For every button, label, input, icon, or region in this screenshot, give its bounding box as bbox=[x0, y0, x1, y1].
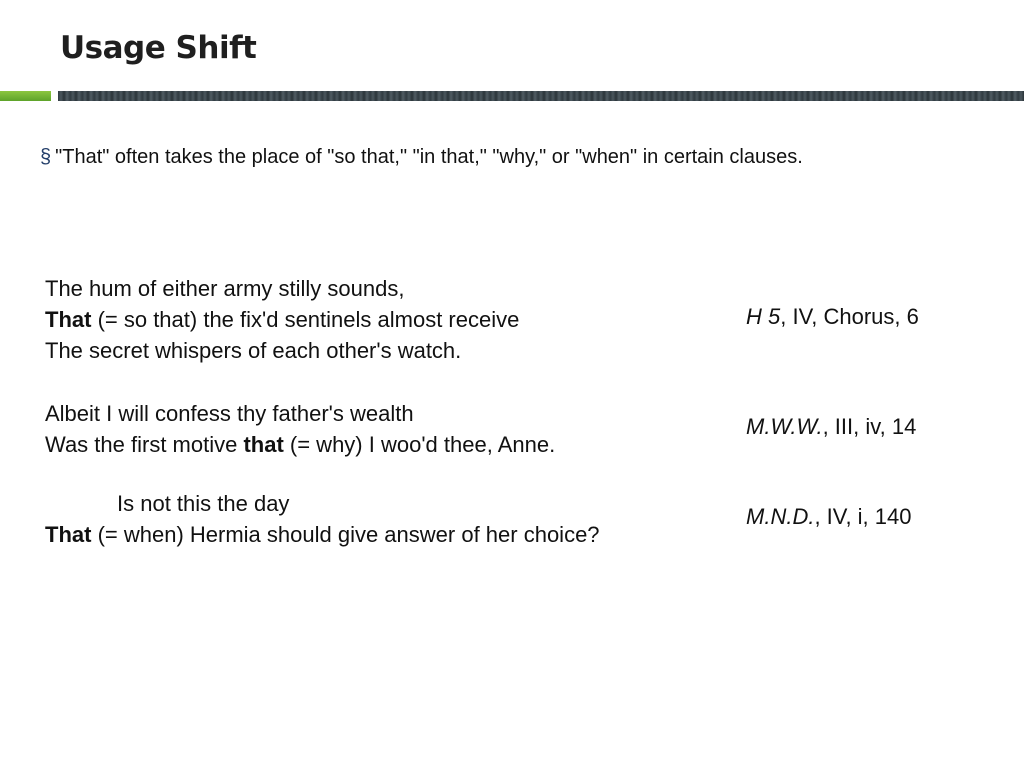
emphasis-that: that bbox=[243, 432, 284, 457]
quote-line: Albeit I will confess thy father's wealth bbox=[45, 401, 414, 426]
citation-midsummer bbox=[746, 504, 912, 530]
citation-ref: , IV, i, 140 bbox=[814, 504, 912, 529]
citation-work: M.N.D. bbox=[746, 504, 815, 529]
citation-work: M.W.W. bbox=[746, 414, 823, 439]
quote-line: Is not this the day bbox=[117, 491, 290, 516]
quote-line: The secret whispers of each other's watch. bbox=[45, 338, 462, 363]
bullet-point bbox=[40, 146, 803, 169]
slide-title: Usage Shift bbox=[60, 30, 257, 66]
header-divider-bar bbox=[58, 91, 1024, 101]
quote-line: That (= when) Hermia should give answer of her choice? bbox=[45, 522, 600, 547]
quote-midsummer bbox=[45, 488, 600, 550]
section-bullet-icon: § bbox=[40, 146, 52, 168]
quote-line: That (= so that) the fix'd sentinels almost receive bbox=[45, 307, 520, 332]
citation-henry-v bbox=[746, 304, 919, 330]
citation-merry-wives bbox=[746, 414, 916, 440]
bullet-text: "That" often takes the place of "so that," "in that," "why," or "when" in certain clauses. bbox=[55, 146, 803, 168]
quote-merry-wives bbox=[45, 398, 555, 460]
emphasis-that: That bbox=[45, 522, 92, 547]
quote-line: Was the first motive that (= why) I woo'd thee, Anne. bbox=[45, 432, 556, 457]
emphasis-that: That bbox=[45, 307, 92, 332]
citation-ref: , III, iv, 14 bbox=[822, 414, 917, 439]
citation-ref: , IV, Chorus, 6 bbox=[780, 304, 919, 329]
citation-work: H 5 bbox=[746, 304, 781, 329]
quote-henry-v bbox=[45, 273, 519, 366]
accent-bar-green bbox=[0, 91, 51, 101]
quote-line: The hum of either army stilly sounds, bbox=[45, 276, 405, 301]
